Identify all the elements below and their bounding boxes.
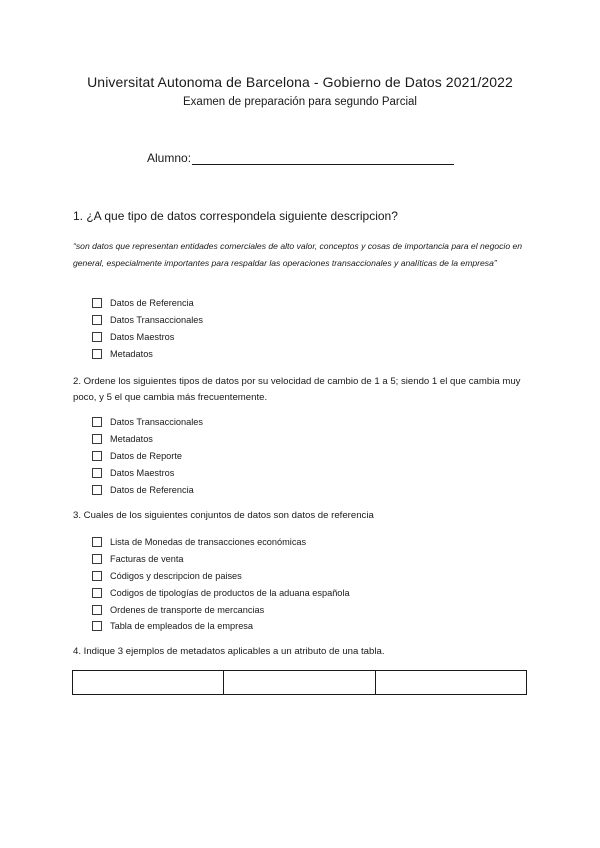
q3-option[interactable] [92,601,350,618]
checkbox-icon[interactable] [92,605,102,615]
option-label: Datos de Reporte [110,450,183,461]
question-2-text: 2. Ordene los siguientes tipos de datos por su velocidad de cambio de 1 a 5; siendo 1 el que cambia muy poco, y 5 el que cambia más frecuentemente. [73,376,521,403]
checkbox-icon[interactable] [92,332,102,342]
checkbox-icon[interactable] [92,349,102,359]
document-title: Universitat Autonoma de Barcelona - Gobierno de Datos 2021/2022 [87,74,513,90]
q3-option[interactable] [92,551,350,568]
answer-cell-2[interactable] [224,671,375,695]
checkbox-icon[interactable] [92,485,102,495]
question-1-text: 1. ¿A que tipo de datos correspondela siguiente descripcion? [73,209,398,223]
option-label: Datos Transaccionales [110,315,203,326]
option-label: Datos Transaccionales [110,417,203,428]
option-label: Metadatos [110,434,153,445]
metadata-answer-table [72,670,527,695]
student-name-row [147,151,454,165]
student-name-field[interactable] [192,151,454,165]
option-label: Datos de Referencia [110,484,194,495]
answer-cell-1[interactable] [73,671,224,695]
question-4-text: 4. Indique 3 ejemplos de metadatos aplicables a un atributo de una tabla. [73,646,385,657]
checkbox-icon[interactable] [92,298,102,308]
checkbox-icon[interactable] [92,621,102,631]
checkbox-icon[interactable] [92,451,102,461]
q1-option[interactable] [92,345,203,362]
option-label: Tabla de empleados de la empresa [110,621,254,632]
question-2-options [92,414,203,498]
checkbox-icon[interactable] [92,434,102,444]
q2-option[interactable] [92,481,203,498]
question-3-text: 3. Cuales de los siguientes conjuntos de datos son datos de referencia [73,510,374,521]
q3-option[interactable] [92,534,350,551]
checkbox-icon[interactable] [92,537,102,547]
option-label: Datos Maestros [110,331,175,342]
q3-option[interactable] [92,584,350,601]
option-label: Datos de Referencia [110,298,194,309]
option-label: Ordenes de transporte de mercancias [110,604,265,615]
q1-option[interactable] [92,295,203,312]
table-row [73,671,527,695]
option-label: Codigos de tipologías de productos de la aduana española [110,587,350,598]
q2-option[interactable] [92,448,203,465]
option-label: Datos Maestros [110,467,175,478]
q2-option[interactable] [92,414,203,431]
question-3-options [92,534,350,635]
q1-option[interactable] [92,329,203,346]
question-1-options [92,295,203,362]
checkbox-icon[interactable] [92,417,102,427]
option-label: Facturas de venta [110,554,184,565]
question-1-quote: “son datos que representan entidades comerciales de alto valor, conceptos y cosas de importancia para el negocio en general, especialmente importantes para respaldar las operaciones transaccionales y analíticas de la empresa” [73,241,523,268]
option-label: Lista de Monedas de transacciones económicas [110,537,307,548]
document-subtitle: Examen de preparación para segundo Parcial [183,96,417,108]
checkbox-icon[interactable] [92,554,102,564]
checkbox-icon[interactable] [92,315,102,325]
answer-cell-3[interactable] [375,671,526,695]
q2-option[interactable] [92,431,203,448]
student-name-label: Alumno: [147,151,192,165]
option-label: Códigos y descripcion de paises [110,570,242,581]
q1-option[interactable] [92,312,203,329]
checkbox-icon[interactable] [92,468,102,478]
checkbox-icon[interactable] [92,571,102,581]
q3-option[interactable] [92,568,350,585]
q2-option[interactable] [92,464,203,481]
option-label: Metadatos [110,348,153,359]
checkbox-icon[interactable] [92,588,102,598]
q3-option[interactable] [92,618,350,635]
